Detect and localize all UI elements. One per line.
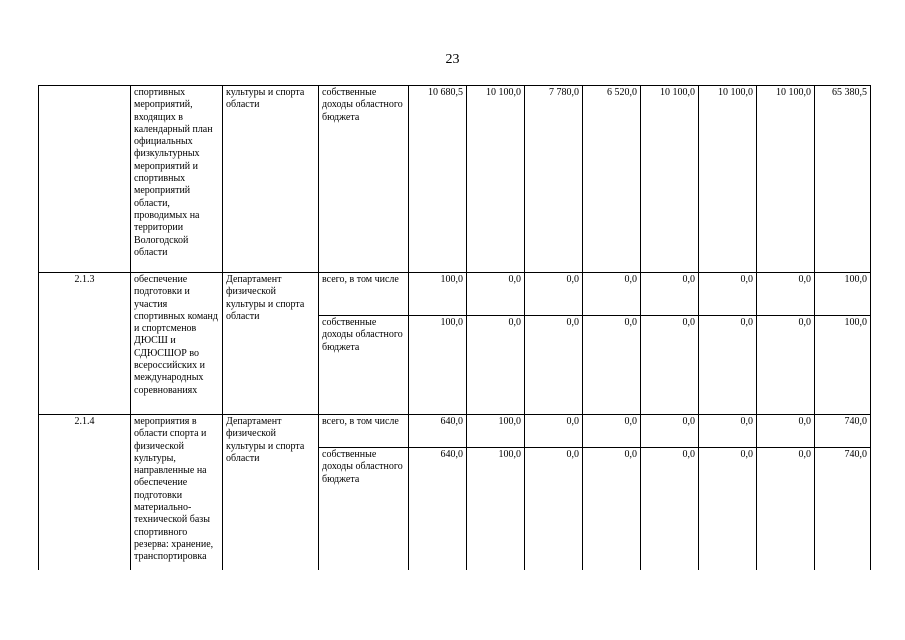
value-cell: 0,0 [583, 273, 641, 316]
budget-table [38, 85, 871, 570]
total-cell: 100,0 [815, 273, 871, 316]
value-cell: 100,0 [409, 273, 467, 316]
value-cell: 0,0 [757, 448, 815, 571]
funding-source: собственные доходы областного бюджета [319, 316, 409, 415]
event-name: обеспечение подготовки и участия спортивных команд и спортсменов ДЮСШ и СДЮСШОР во всероссийских и международных соревнованиях [131, 273, 223, 415]
funding-source: всего, в том числе [319, 415, 409, 448]
row-code: 2.1.3 [39, 273, 131, 415]
value-cell: 7 780,0 [525, 86, 583, 273]
value-cell: 0,0 [525, 415, 583, 448]
value-cell: 640,0 [409, 415, 467, 448]
value-cell: 100,0 [467, 448, 525, 571]
executor: Департамент физической культуры и спорта области [223, 273, 319, 415]
value-cell: 100,0 [467, 415, 525, 448]
value-cell: 0,0 [583, 316, 641, 415]
value-cell: 0,0 [641, 415, 699, 448]
value-cell: 10 100,0 [467, 86, 525, 273]
value-cell: 10 680,5 [409, 86, 467, 273]
total-cell: 740,0 [815, 415, 871, 448]
total-cell: 65 380,5 [815, 86, 871, 273]
value-cell: 6 520,0 [583, 86, 641, 273]
executor: культуры и спорта области [223, 86, 319, 273]
funding-source: собственные доходы областного бюджета [319, 86, 409, 273]
total-cell: 100,0 [815, 316, 871, 415]
value-cell: 0,0 [525, 316, 583, 415]
event-name: мероприятия в области спорта и физической культуры, направленные на обеспечение подготовки материально-технической базы спортивного резерва: хранение, транспортировка [131, 415, 223, 571]
value-cell: 640,0 [409, 448, 467, 571]
table-row [39, 273, 871, 316]
row-code: 2.1.4 [39, 415, 131, 571]
funding-source: собственные доходы областного бюджета [319, 448, 409, 571]
value-cell: 0,0 [467, 273, 525, 316]
value-cell: 0,0 [583, 415, 641, 448]
value-cell: 0,0 [699, 273, 757, 316]
value-cell: 0,0 [525, 448, 583, 571]
funding-source: всего, в том числе [319, 273, 409, 316]
value-cell: 10 100,0 [757, 86, 815, 273]
row-code [39, 86, 131, 273]
table-row [39, 86, 871, 273]
event-name: спортивных мероприятий, входящих в календарный план официальных физкультурных мероприятий и спортивных мероприятий области, проводимых на территории Вологодской области [131, 86, 223, 273]
total-cell: 740,0 [815, 448, 871, 571]
value-cell: 0,0 [757, 273, 815, 316]
value-cell: 0,0 [583, 448, 641, 571]
value-cell: 10 100,0 [699, 86, 757, 273]
value-cell: 0,0 [641, 273, 699, 316]
value-cell: 100,0 [409, 316, 467, 415]
value-cell: 0,0 [699, 316, 757, 415]
value-cell: 0,0 [699, 448, 757, 571]
executor: Департамент физической культуры и спорта области [223, 415, 319, 571]
page-number: 23 [445, 52, 460, 67]
value-cell: 0,0 [757, 415, 815, 448]
value-cell: 0,0 [757, 316, 815, 415]
value-cell: 0,0 [699, 415, 757, 448]
value-cell: 10 100,0 [641, 86, 699, 273]
table-row [39, 415, 871, 448]
value-cell: 0,0 [641, 316, 699, 415]
value-cell: 0,0 [525, 273, 583, 316]
value-cell: 0,0 [641, 448, 699, 571]
value-cell: 0,0 [467, 316, 525, 415]
